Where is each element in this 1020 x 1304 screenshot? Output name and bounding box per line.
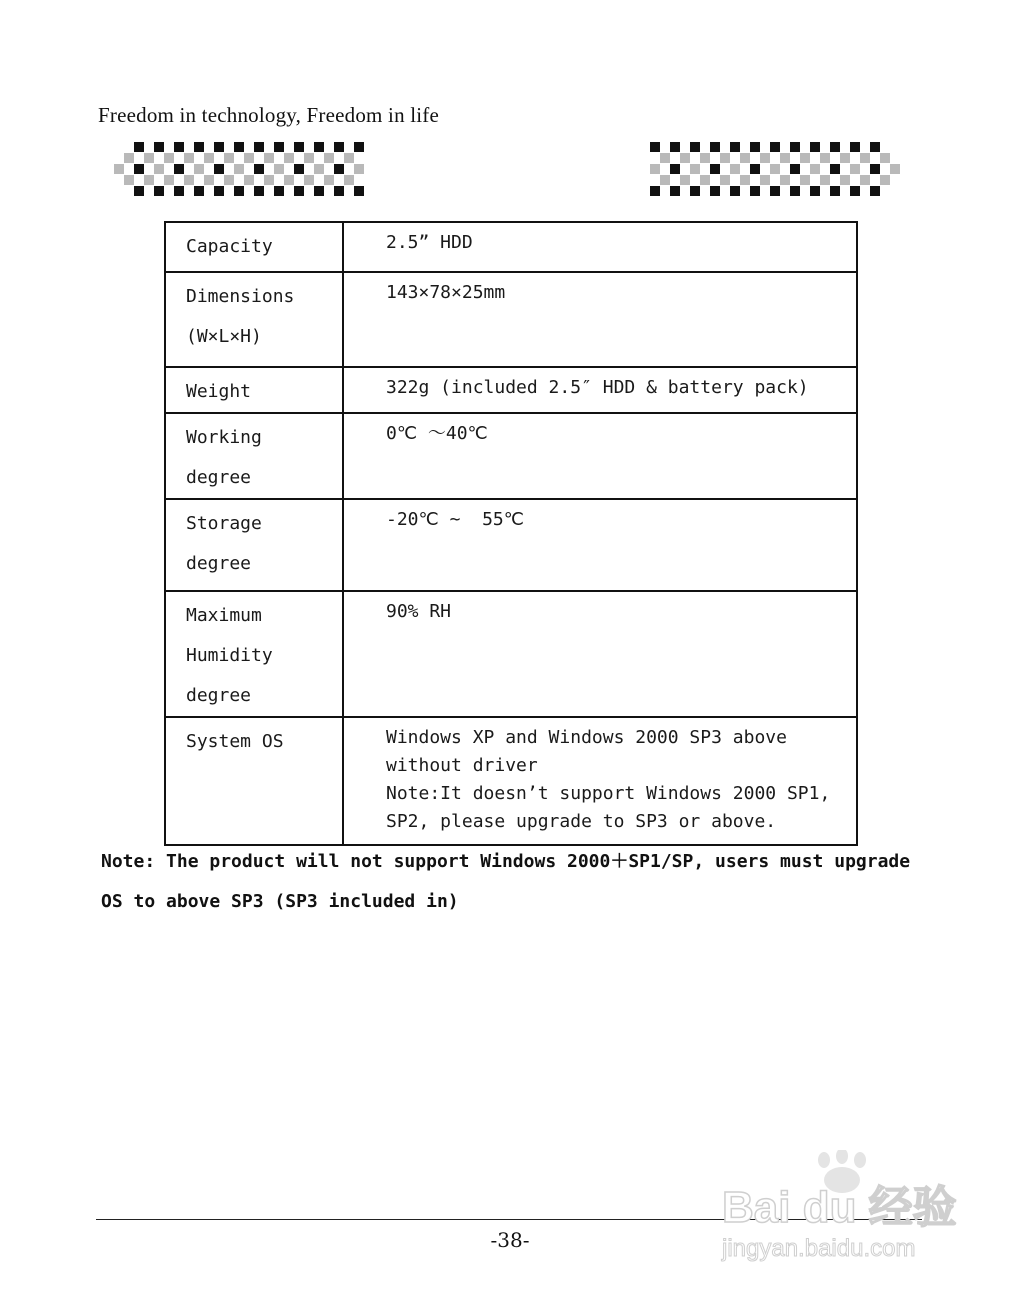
spec-value-line: Note:It doesn’t support Windows 2000 SP1, SP2, please upgrade to SP3 or above. [386, 783, 842, 832]
spec-label-line: System OS [186, 731, 284, 752]
spec-value [343, 717, 857, 845]
spec-label-line: (W×L×H) [186, 326, 262, 347]
table-row [165, 413, 857, 499]
table-row [165, 499, 857, 591]
spec-label [165, 413, 343, 499]
checkered-band-left [110, 142, 372, 197]
spec-table [164, 221, 858, 846]
table-row [165, 222, 857, 272]
spec-label [165, 367, 343, 413]
spec-label-line: Dimensions [186, 286, 295, 307]
table-row [165, 717, 857, 845]
spec-value-line: 0℃ ～40℃ [386, 423, 488, 444]
spec-label-line: Storage [186, 513, 262, 534]
table-row [165, 591, 857, 717]
spec-label [165, 222, 343, 272]
spec-value-line: 143×78×25mm [386, 282, 506, 303]
compatibility-note [101, 842, 931, 922]
spec-value [343, 413, 857, 499]
spec-value [343, 222, 857, 272]
note-line: OS to above SP3 (SP3 included in) [101, 891, 459, 912]
spec-value-line: Windows XP and Windows 2000 SP3 above without driver [386, 727, 798, 776]
spec-label [165, 272, 343, 367]
spec-label-line: Maximum [186, 605, 262, 626]
baidu-watermark [718, 1150, 968, 1270]
watermark-brand: Bai du 经验 [722, 1183, 957, 1232]
spec-label-line: Weight [186, 381, 252, 402]
spec-value [343, 272, 857, 367]
watermark-url: jingyan.baidu.com [722, 1235, 916, 1262]
spec-label-line: Capacity [186, 236, 273, 257]
note-line: Note: The product will not support Windows 2000＋SP1/SP, users must upgrade [101, 851, 911, 872]
spec-value-line: 90% RH [386, 601, 452, 622]
table-row [165, 272, 857, 367]
spec-label [165, 499, 343, 591]
spec-label-line: degree [186, 685, 252, 706]
spec-value [343, 591, 857, 717]
checkered-band-right [648, 142, 910, 197]
spec-value-line: 322g (included 2.5″ HDD & battery pack) [386, 377, 809, 398]
spec-value [343, 499, 857, 591]
spec-label-line: Working [186, 427, 262, 448]
header-tagline: Freedom in technology, Freedom in life [98, 103, 439, 127]
spec-label-line: degree [186, 467, 252, 488]
spec-label [165, 591, 343, 717]
spec-label [165, 717, 343, 845]
spec-value-line: 2.5” HDD [386, 232, 473, 253]
spec-value-line: -20℃ ~ 55℃ [386, 509, 524, 530]
page-number: -38- [490, 1228, 530, 1252]
table-row [165, 367, 857, 413]
spec-label-line: Humidity [186, 645, 273, 666]
spec-label-line: degree [186, 553, 252, 574]
spec-value [343, 367, 857, 413]
